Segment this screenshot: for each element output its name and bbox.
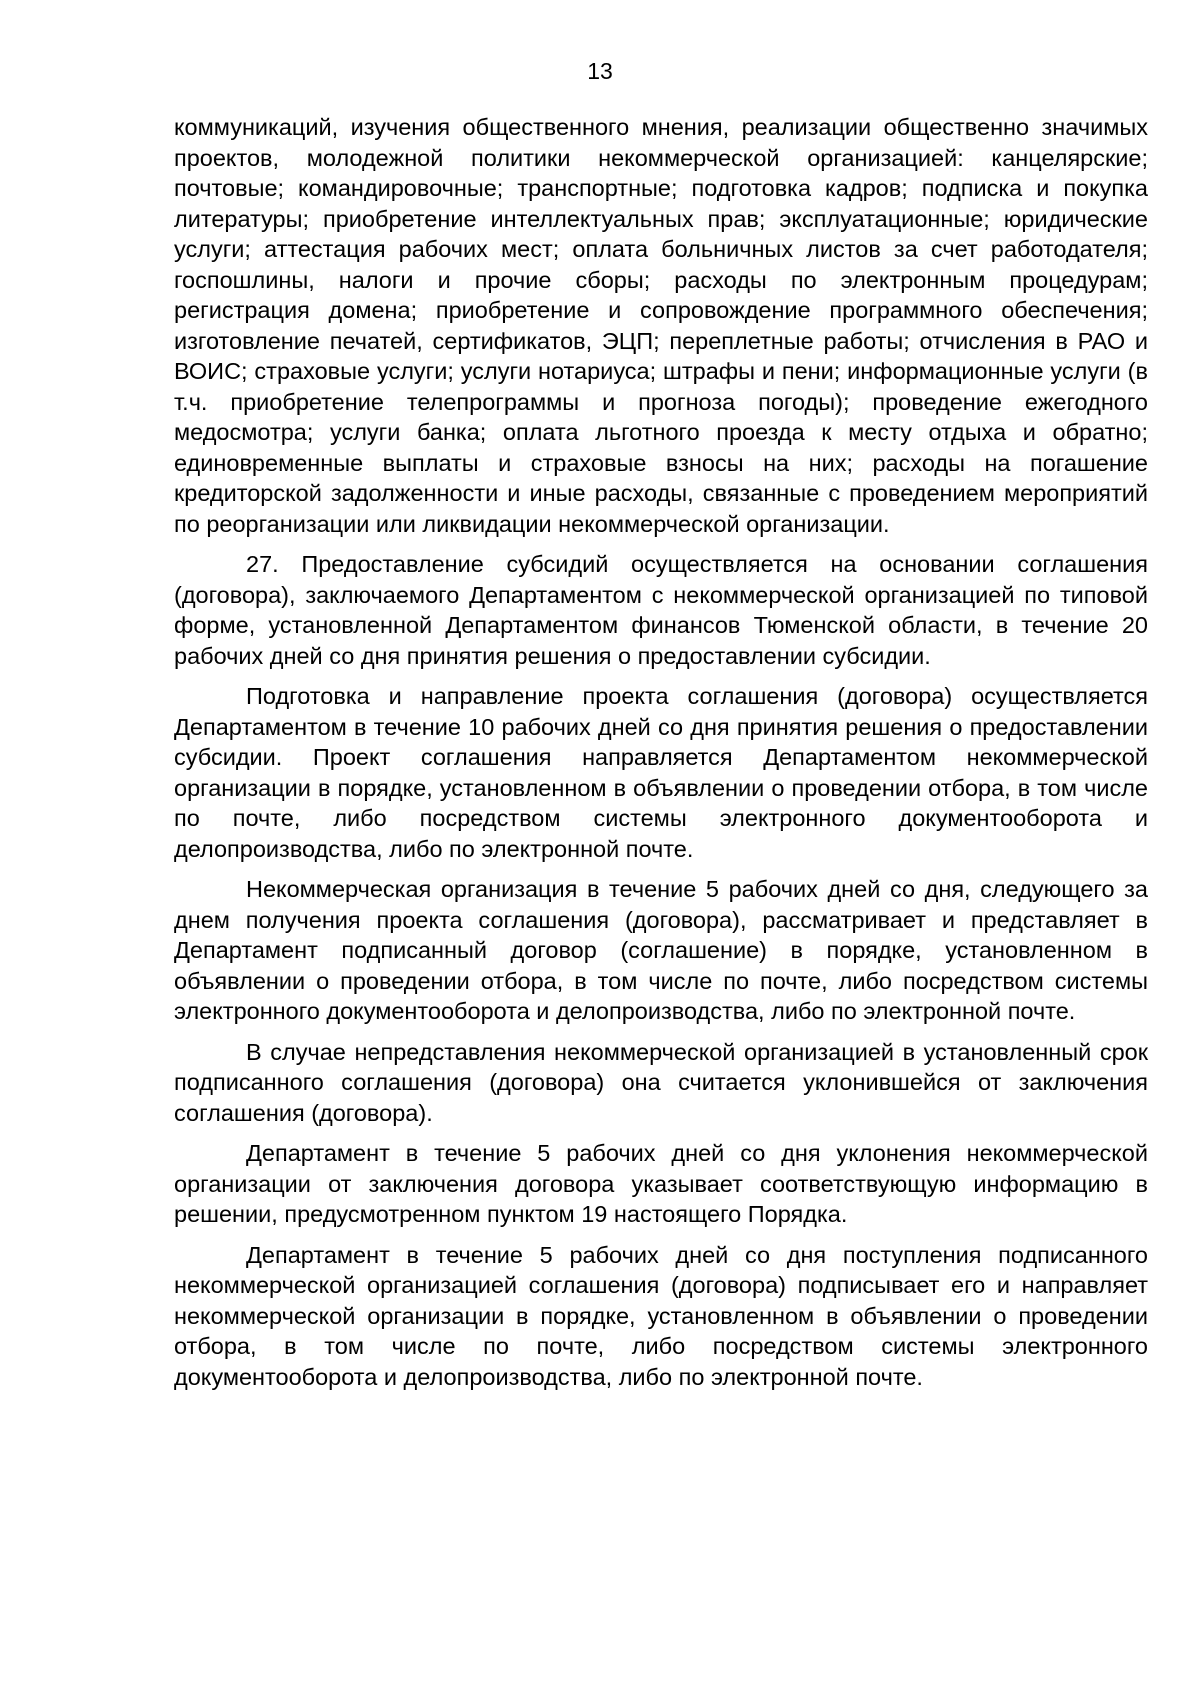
paragraph-expenses-list: коммуникаций, изучения общественного мнения, реализации общественно значимых проектов, молодежной политики некоммерческой организацией: канцелярские; почтовые; командировочные; транспортные; подготовка кадров; подписка и покупка литературы; приобретение интеллектуальных прав; эксплуатационные; юридические услуги; аттестация рабочих мест; оплата больничных листов за счет работодателя; госпошлины, налоги и прочие сборы; расходы по электронным процедурам; регистрация домена; приобретение и сопровождение программного обеспечения; изготовление печатей, сертификатов, ЭЦП; переплетные работы; отчисления в РАО и ВОИС; страховые услуги; услуги нотариуса; штрафы и пени; информационные услуги (в т.ч. приобретение телепрограммы и прогноза погоды); проведение ежегодного медосмотра; услуги банка; оплата льготного проезда к месту отдыха и обратно; единовременные выплаты и страховые взносы на них; расходы на погашение кредиторской задолженности и иные расходы, связанные с проведением мероприятий по реорганизации или ликвидации некоммерческой организации. <box>174 114 1148 537</box>
document-body <box>174 112 1148 1402</box>
paragraph-item-27: 27. Предоставление субсидий осуществляется на основании соглашения (договора), заключаемого Департаментом с некоммерческой организацией по типовой форме, установленной Департаментом финансов Тюменской области, в течение 20 рабочих дней со дня принятия решения о предоставлении субсидии. <box>174 551 1148 669</box>
paragraph-organization-review: Некоммерческая организация в течение 5 рабочих дней со дня, следующего за днем получения проекта соглашения (договора), рассматривает и представляет в Департамент подписанный договор (соглашение) в порядке, установленном в объявлении о проведении отбора, в том числе по почте, либо посредством системы электронного документооборота и делопроизводства, либо по электронной почте. <box>174 876 1148 1024</box>
paragraph-evasion-record: Департамент в течение 5 рабочих дней со дня уклонения некоммерческой организации от заключения договора указывает соответствующую информацию в решении, предусмотренном пунктом 19 настоящего Порядка. <box>174 1140 1148 1227</box>
paragraph-draft-preparation: Подготовка и направление проекта соглашения (договора) осуществляется Департаментом в течение 10 рабочих дней со дня принятия решения о предоставлении субсидии. Проект соглашения направляется Департаментом некоммерческой организации в порядке, установленном в объявлении о проведении отбора, в том числе по почте, либо посредством системы электронного документооборота и делопроизводства, либо по электронной почте. <box>174 683 1148 862</box>
page-number: 13 <box>587 58 613 84</box>
paragraph-non-submission: В случае непредставления некоммерческой организацией в установленный срок подписанного соглашения (договора) она считается уклонившейся от заключения соглашения (договора). <box>174 1038 1148 1126</box>
paragraph-signing: Департамент в течение 5 рабочих дней со дня поступления подписанного некоммерческой организацией соглашения (договора) подписывает его и направляет некоммерческой организации в порядке, установленном в объявлении о проведении отбора, в том числе по почте, либо посредством системы электронного документооборота и делопроизводства, либо по электронной почте. <box>174 1241 1148 1390</box>
